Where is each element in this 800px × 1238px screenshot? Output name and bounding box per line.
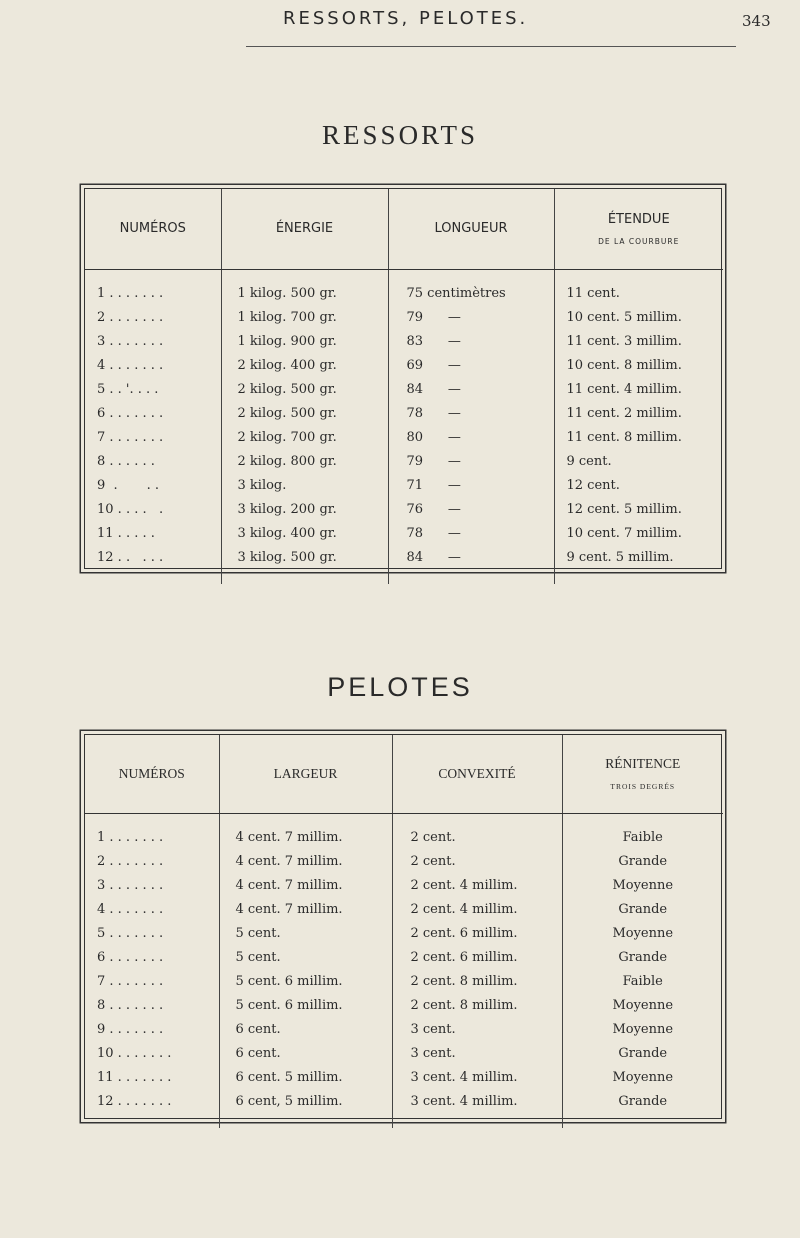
table-row (85, 813, 723, 850)
cell-etendue: 9 cent. 5 millim. (566, 549, 674, 565)
header-numeros: NUMÉROS (85, 735, 219, 813)
cell-etendue: 10 cent. 7 millim. (566, 525, 682, 541)
cell-longueur: 80 — (388, 426, 554, 450)
cell-longueur: 69 — (388, 354, 554, 378)
table-row (85, 354, 723, 378)
cell-convexite: 2 cent. 6 millim. (392, 922, 562, 946)
table-row (85, 922, 723, 946)
cell-longueur: 78 — (388, 522, 554, 546)
cell-etendue: 11 cent. (566, 285, 620, 301)
ressorts-title: RESSORTS (322, 120, 478, 150)
cell-etendue: 10 cent. 5 millim. (566, 309, 682, 325)
cell-energie: 3 kilog. 500 gr. (221, 546, 388, 584)
cell-numero: 11 . . . . . (85, 522, 221, 546)
cell-renitence: Grande (618, 949, 668, 965)
cell-numero: 9 . . . (85, 474, 221, 498)
cell-renitence: Grande (618, 853, 668, 869)
cell-etendue: 11 cent. 4 millim. (566, 381, 682, 397)
cell-renitence: Moyenne (612, 997, 674, 1013)
cell-longueur: 84 — (388, 378, 554, 402)
cell-numero: 1 . . . . . . . (85, 813, 219, 850)
pelotes-title: PELOTES (327, 672, 473, 702)
cell-largeur: 6 cent, 5 millim. (219, 1090, 392, 1128)
table-row (85, 330, 723, 354)
cell-largeur: 4 cent. 7 millim. (219, 898, 392, 922)
cell-energie: 2 kilog. 700 gr. (221, 426, 388, 450)
pelotes-table (84, 734, 722, 1119)
cell-numero: 12 . . . . . (85, 546, 221, 584)
table-row (85, 898, 723, 922)
cell-convexite: 2 cent. 8 millim. (392, 994, 562, 1018)
header-etendue-label: ÉTENDUE (607, 211, 670, 227)
cell-etendue: 11 cent. 3 millim. (566, 333, 682, 349)
cell-longueur: 75 centimètres (388, 269, 554, 306)
cell-largeur: 6 cent. (219, 1018, 392, 1042)
cell-numero: 1 . . . . . . . (85, 269, 221, 306)
cell-etendue: 11 cent. 2 millim. (566, 405, 682, 421)
cell-longueur: 84 — (388, 546, 554, 584)
cell-etendue: 12 cent. (566, 477, 620, 493)
table-row (85, 426, 723, 450)
cell-energie: 3 kilog. 400 gr. (221, 522, 388, 546)
cell-numero: 3 . . . . . . . (85, 330, 221, 354)
cell-renitence: Grande (618, 1093, 668, 1109)
cell-longueur: 79 — (388, 306, 554, 330)
cell-energie: 3 kilog. (221, 474, 388, 498)
cell-convexite: 2 cent. 4 millim. (392, 874, 562, 898)
cell-numero: 5 . . . . . . . (85, 922, 219, 946)
ressorts-body (85, 269, 723, 584)
cell-longueur: 79 — (388, 450, 554, 474)
table-row (85, 546, 723, 584)
cell-largeur: 6 cent. (219, 1042, 392, 1066)
header-rule (246, 46, 736, 47)
cell-numero: 10 . . . . . (85, 498, 221, 522)
running-head (0, 4, 800, 44)
header-convexite: CONVEXITÉ (392, 735, 562, 813)
ressorts-table (84, 188, 722, 569)
cell-longueur: 83 — (388, 330, 554, 354)
table-row (85, 874, 723, 898)
cell-etendue: 9 cent. (566, 453, 612, 469)
cell-largeur: 4 cent. 7 millim. (219, 813, 392, 850)
cell-numero: 10 . . . . . . . (85, 1042, 219, 1066)
cell-convexite: 2 cent. 4 millim. (392, 898, 562, 922)
table-row (85, 306, 723, 330)
cell-energie: 2 kilog. 800 gr. (221, 450, 388, 474)
table-row (85, 402, 723, 426)
header-numeros: NUMÉROS (85, 189, 221, 269)
cell-largeur: 4 cent. 7 millim. (219, 874, 392, 898)
header-renitence-sub: TROIS DEGRÉS (610, 782, 676, 792)
cell-etendue: 12 cent. 5 millim. (566, 501, 682, 517)
cell-largeur: 4 cent. 7 millim. (219, 850, 392, 874)
cell-renitence: Moyenne (612, 1021, 674, 1037)
cell-numero: 2 . . . . . . . (85, 306, 221, 330)
cell-numero: 9 . . . . . . . (85, 1018, 219, 1042)
cell-numero: 6 . . . . . . . (85, 402, 221, 426)
table-row (85, 522, 723, 546)
cell-convexite: 3 cent. (392, 1018, 562, 1042)
cell-largeur: 5 cent. 6 millim. (219, 970, 392, 994)
cell-renitence: Moyenne (612, 877, 674, 893)
table-row (85, 970, 723, 994)
cell-numero: 2 . . . . . . . (85, 850, 219, 874)
cell-longueur: 78 — (388, 402, 554, 426)
cell-numero: 4 . . . . . . . (85, 354, 221, 378)
cell-energie: 3 kilog. 200 gr. (221, 498, 388, 522)
table-row (85, 269, 723, 306)
cell-numero: 6 . . . . . . . (85, 946, 219, 970)
cell-convexite: 3 cent. 4 millim. (392, 1066, 562, 1090)
table-row (85, 946, 723, 970)
cell-longueur: 71 — (388, 474, 554, 498)
table-row (85, 850, 723, 874)
cell-etendue: 11 cent. 8 millim. (566, 429, 682, 445)
cell-renitence: Moyenne (612, 925, 674, 941)
cell-numero: 11 . . . . . . . (85, 1066, 219, 1090)
cell-energie: 1 kilog. 900 gr. (221, 330, 388, 354)
header-largeur: LARGEUR (219, 735, 392, 813)
cell-numero: 3 . . . . . . . (85, 874, 219, 898)
cell-convexite: 3 cent. (392, 1042, 562, 1066)
cell-largeur: 5 cent. (219, 922, 392, 946)
table-row (85, 498, 723, 522)
table-row (85, 450, 723, 474)
cell-energie: 2 kilog. 500 gr. (221, 378, 388, 402)
cell-convexite: 2 cent. 6 millim. (392, 946, 562, 970)
table-row (85, 1042, 723, 1066)
cell-energie: 2 kilog. 500 gr. (221, 402, 388, 426)
cell-convexite: 3 cent. 4 millim. (392, 1090, 562, 1128)
cell-numero: 7 . . . . . . . (85, 970, 219, 994)
cell-largeur: 5 cent. 6 millim. (219, 994, 392, 1018)
cell-renitence: Faible (622, 829, 663, 845)
running-title: RESSORTS, PELOTES. (283, 8, 529, 29)
pelotes-body (85, 813, 723, 1128)
cell-renitence: Moyenne (612, 1069, 674, 1085)
cell-numero: 8 . . . . . . . (85, 994, 219, 1018)
table-row (85, 994, 723, 1018)
cell-energie: 1 kilog. 500 gr. (221, 269, 388, 306)
cell-energie: 1 kilog. 700 gr. (221, 306, 388, 330)
table-row (85, 378, 723, 402)
header-renitence (562, 735, 723, 813)
header-etendue (554, 189, 723, 269)
table-row (85, 1018, 723, 1042)
cell-longueur: 76 — (388, 498, 554, 522)
cell-convexite: 2 cent. (392, 813, 562, 850)
table-row (85, 474, 723, 498)
cell-numero: 12 . . . . . . . (85, 1090, 219, 1128)
header-energie: ÉNERGIE (221, 189, 388, 269)
page-number: 343 (742, 12, 771, 30)
cell-renitence: Grande (618, 901, 668, 917)
header-longueur: LONGUEUR (388, 189, 554, 269)
table-row (85, 1090, 723, 1128)
cell-renitence: Grande (618, 1045, 668, 1061)
cell-convexite: 2 cent. (392, 850, 562, 874)
cell-numero: 7 . . . . . . . (85, 426, 221, 450)
header-renitence-label: RÉNITENCE (605, 756, 681, 772)
cell-numero: 5 . . '. . . . (85, 378, 221, 402)
cell-largeur: 5 cent. (219, 946, 392, 970)
table-row (85, 1066, 723, 1090)
cell-renitence: Faible (622, 973, 663, 989)
cell-convexite: 2 cent. 8 millim. (392, 970, 562, 994)
cell-etendue: 10 cent. 8 millim. (566, 357, 682, 373)
header-etendue-sub: DE LA COURBURE (598, 236, 680, 246)
cell-largeur: 6 cent. 5 millim. (219, 1066, 392, 1090)
cell-numero: 4 . . . . . . . (85, 898, 219, 922)
cell-numero: 8 . . . . . . (85, 450, 221, 474)
cell-energie: 2 kilog. 400 gr. (221, 354, 388, 378)
